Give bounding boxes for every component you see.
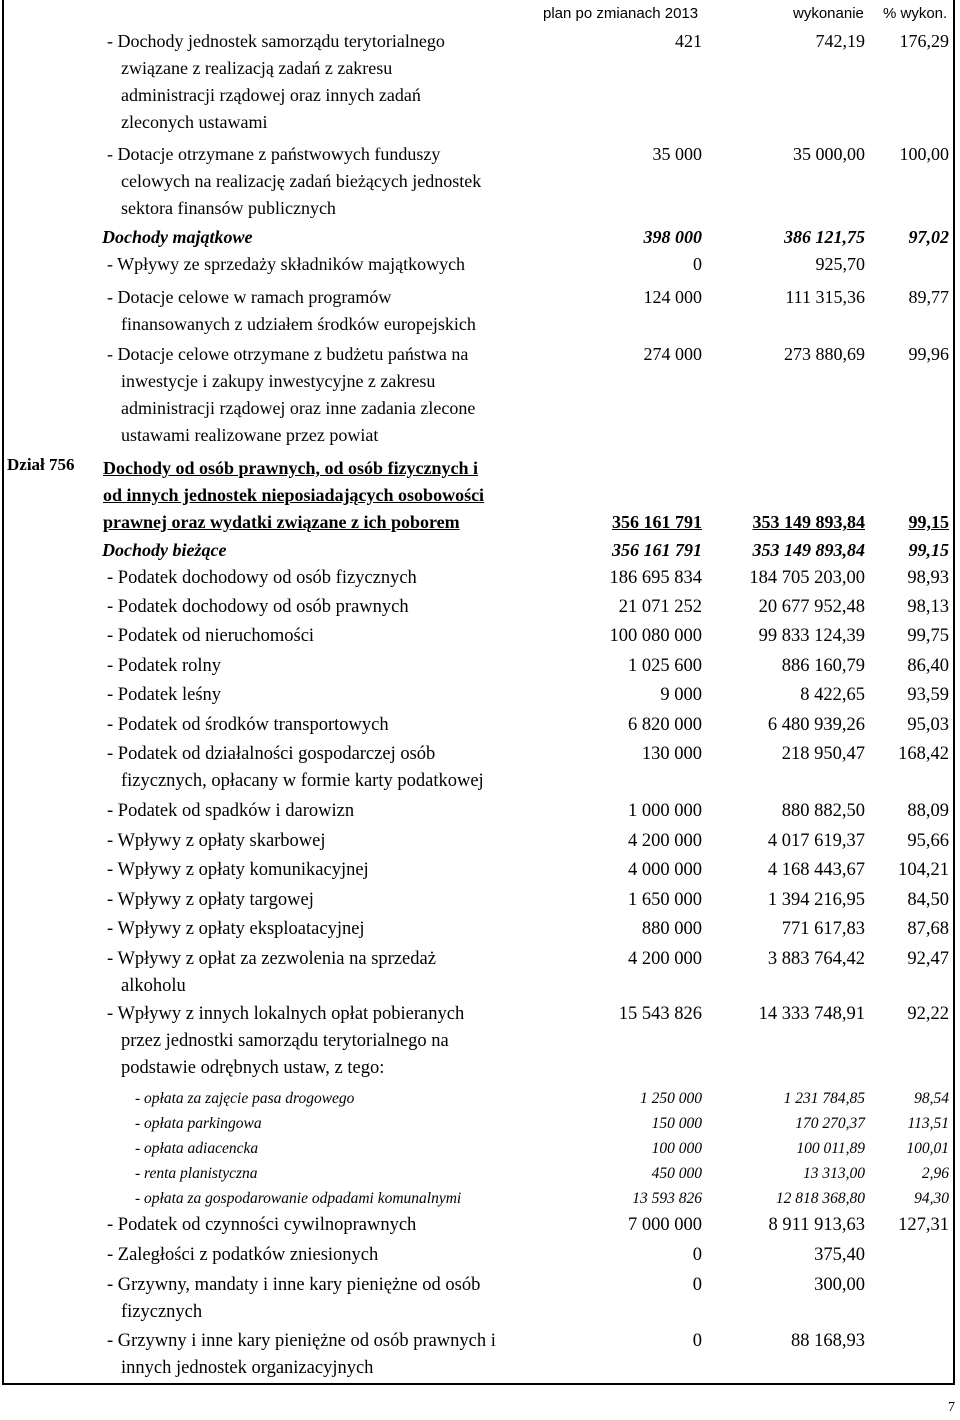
row-label-line: podstawie odrębnych ustaw, z tego: xyxy=(121,1058,385,1078)
plan-value: 0 xyxy=(692,1331,702,1351)
execution-value: 13 313,00 xyxy=(803,1165,865,1182)
execution-value: 273 880,69 xyxy=(784,344,865,364)
row-label xyxy=(107,1272,480,1326)
execution-value: 771 617,83 xyxy=(781,919,865,939)
row-label-line: administracji rządowej oraz inne zadania zlecone xyxy=(121,398,476,418)
row-label xyxy=(107,946,436,1000)
row-label-line: - Dotacje celowe w ramach programów xyxy=(107,287,392,307)
percent-value: 84,50 xyxy=(907,890,949,910)
plan-value: 1 650 000 xyxy=(628,890,702,910)
percent-value: 100,01 xyxy=(906,1140,949,1157)
execution-value: 375,40 xyxy=(814,1245,865,1265)
execution-value: 100 011,89 xyxy=(796,1140,865,1157)
percent-value: 168,42 xyxy=(898,744,949,764)
row-label-line: inwestycje i zakupy inwestycyjne z zakresu xyxy=(121,371,436,391)
row-label xyxy=(107,1212,416,1239)
percent-value: 86,40 xyxy=(907,656,949,676)
column-header-plan: plan po zmianach 2013 xyxy=(543,5,699,22)
row-label xyxy=(135,1086,354,1111)
percent-value: 99,75 xyxy=(907,626,949,646)
execution-value: 353 149 893,84 xyxy=(752,540,865,560)
row-label xyxy=(107,1001,464,1082)
plan-value: 130 000 xyxy=(641,744,702,764)
execution-value: 4 017 619,37 xyxy=(767,831,865,851)
row-label xyxy=(107,857,369,884)
row-label-line: - Dochody jednostek samorządu terytorialnego xyxy=(107,31,445,51)
plan-value: 15 543 826 xyxy=(618,1004,702,1024)
execution-value: 353 149 893,84 xyxy=(752,512,865,532)
row-label xyxy=(107,887,314,914)
percent-value: 95,66 xyxy=(907,831,949,851)
execution-value: 3 883 764,42 xyxy=(767,949,865,969)
plan-value: 35 000 xyxy=(652,144,702,164)
plan-value: 100 080 000 xyxy=(609,626,702,646)
percent-value: 98,93 xyxy=(907,568,949,588)
row-label-line: - Podatek leśny xyxy=(107,685,222,705)
percent-value: 93,59 xyxy=(907,685,949,705)
row-label-line: - Grzywny i inne kary pieniężne od osób prawnych i xyxy=(107,1331,496,1351)
row-label-line: - Podatek rolny xyxy=(107,656,222,676)
percent-value: 100,00 xyxy=(899,144,949,164)
row-label-line: fizycznych, opłacany w formie karty podatkowej xyxy=(121,771,484,791)
row-label-line: - opłata za zajęcie pasa drogowego xyxy=(135,1090,355,1107)
plan-value: 1 025 600 xyxy=(628,656,702,676)
row-label-line: - Wpływy z opłaty eksploatacyjnej xyxy=(107,919,365,939)
row-label-line: - Wpływy z opłaty targowej xyxy=(107,890,314,910)
plan-value: 450 000 xyxy=(651,1165,702,1182)
execution-value: 8 911 913,63 xyxy=(768,1215,865,1235)
percent-value: 99,15 xyxy=(908,512,949,532)
row-label-line: zleconych ustawami xyxy=(121,112,268,132)
row-label xyxy=(107,1328,496,1382)
row-label xyxy=(102,224,253,251)
row-label-line: - Dotacje celowe otrzymane z budżetu państwa na xyxy=(107,344,469,364)
row-label xyxy=(135,1186,461,1211)
plan-value: 880 000 xyxy=(641,919,702,939)
percent-value: 127,31 xyxy=(898,1215,949,1235)
row-label-line: - opłata adiacencka xyxy=(135,1140,259,1157)
percent-value: 89,77 xyxy=(908,287,949,307)
plan-value: 0 xyxy=(692,1275,702,1295)
plan-value: 6 820 000 xyxy=(628,715,702,735)
percent-value: 94,30 xyxy=(914,1190,949,1207)
row-label-line: - Wpływy z opłaty skarbowej xyxy=(107,831,326,851)
row-label-line: Dochody majątkowe xyxy=(102,227,253,247)
percent-value: 92,22 xyxy=(907,1004,949,1024)
row-label-line: Dochody bieżące xyxy=(102,540,227,560)
execution-value: 4 168 443,67 xyxy=(767,860,865,880)
execution-value: 12 818 368,80 xyxy=(775,1190,865,1207)
plan-value: 186 695 834 xyxy=(609,568,702,588)
execution-value: 386 121,75 xyxy=(784,227,865,247)
plan-value: 356 161 791 xyxy=(612,512,702,532)
row-label xyxy=(107,251,465,278)
execution-value: 14 333 748,91 xyxy=(758,1004,865,1024)
plan-value: 356 161 791 xyxy=(612,540,702,560)
execution-value: 88 168,93 xyxy=(791,1331,865,1351)
row-label-line: celowych na realizację zadań bieżących jednostek xyxy=(121,171,482,191)
row-label-line: związane z realizacją zadań z zakresu xyxy=(121,58,393,78)
row-label-line: - Wpływy z opłaty komunikacyjnej xyxy=(107,860,369,880)
row-label xyxy=(135,1161,258,1186)
plan-value: 100 000 xyxy=(651,1140,702,1157)
row-label-line: - Podatek od czynności cywilnoprawnych xyxy=(107,1215,417,1235)
plan-value: 4 200 000 xyxy=(628,949,702,969)
plan-value: 21 071 252 xyxy=(618,597,702,617)
plan-value: 9 000 xyxy=(660,685,702,705)
row-label xyxy=(107,141,481,222)
percent-value: 97,02 xyxy=(908,227,949,247)
column-header-execution: wykonanie xyxy=(793,5,864,22)
execution-value: 8 422,65 xyxy=(800,685,865,705)
row-label-line: sektora finansów publicznych xyxy=(121,198,336,218)
row-label-line: przez jednostki samorządu terytorialnego na xyxy=(121,1031,449,1051)
row-label xyxy=(107,1242,378,1269)
percent-value: 113,51 xyxy=(907,1115,949,1132)
row-label-line: administracji rządowej oraz innych zadań xyxy=(121,85,421,105)
row-label-line: - opłata za gospodarowanie odpadami komunalnymi xyxy=(135,1190,462,1207)
percent-value: 98,54 xyxy=(914,1090,949,1107)
row-label xyxy=(107,798,354,825)
row-label-line: - Wpływy z innych lokalnych opłat pobieranych xyxy=(107,1004,465,1024)
row-label-line: - Wpływy z opłat za zezwolenia na sprzedaż xyxy=(107,949,436,969)
execution-value: 170 270,37 xyxy=(795,1115,865,1132)
plan-value: 4 000 000 xyxy=(628,860,702,880)
row-label-line: - Podatek od działalności gospodarczej osób xyxy=(107,744,436,764)
row-label-line: - Podatek od spadków i darowizn xyxy=(107,801,355,821)
row-label-line: - opłata parkingowa xyxy=(135,1115,262,1132)
execution-value: 184 705 203,00 xyxy=(749,568,865,588)
plan-value: 124 000 xyxy=(643,287,702,307)
execution-value: 6 480 939,26 xyxy=(767,715,865,735)
plan-value: 398 000 xyxy=(643,227,702,247)
percent-value: 99,15 xyxy=(908,540,949,560)
row-label xyxy=(107,623,314,650)
row-label-line: od innych jednostek nieposiadających osobowości xyxy=(103,485,485,505)
plan-value: 7 000 000 xyxy=(628,1215,702,1235)
row-label-line: - Podatek od nieruchomości xyxy=(107,626,315,646)
row-label xyxy=(103,455,484,536)
plan-value: 421 xyxy=(675,31,702,51)
row-label-line: - Podatek dochodowy od osób fizycznych xyxy=(107,568,417,588)
row-label-line: - Zaległości z podatków zniesionych xyxy=(107,1245,379,1265)
row-label xyxy=(107,682,221,709)
section-label: Dział 756 xyxy=(7,455,75,474)
row-label-line: finansowanych z udziałem środków europejskich xyxy=(121,314,476,334)
row-label-line: prawnej oraz wydatki związane z ich poborem xyxy=(103,512,460,532)
percent-value: 104,21 xyxy=(898,860,949,880)
row-label xyxy=(135,1136,258,1161)
execution-value: 886 160,79 xyxy=(781,656,865,676)
percent-value: 92,47 xyxy=(907,949,949,969)
execution-value: 99 833 124,39 xyxy=(758,626,865,646)
page-number: 7 xyxy=(948,1400,955,1415)
row-label-line: alkoholu xyxy=(121,976,186,996)
row-label xyxy=(107,653,221,680)
plan-value: 150 000 xyxy=(651,1115,702,1132)
percent-value: 87,68 xyxy=(907,919,949,939)
row-label-line: - Grzywny, mandaty i inne kary pieniężne od osób xyxy=(107,1275,481,1295)
plan-value: 0 xyxy=(692,1245,702,1265)
execution-value: 1 394 216,95 xyxy=(767,890,865,910)
percent-value: 2,96 xyxy=(921,1165,949,1182)
row-label xyxy=(107,712,389,739)
row-label xyxy=(107,741,484,795)
row-label-line: - renta planistyczna xyxy=(135,1165,258,1182)
plan-value: 1 000 000 xyxy=(628,801,702,821)
plan-value: 13 593 826 xyxy=(632,1190,702,1207)
row-label xyxy=(107,565,417,592)
plan-value: 274 000 xyxy=(643,344,702,364)
plan-value: 0 xyxy=(693,254,702,274)
execution-value: 218 950,47 xyxy=(781,744,865,764)
plan-value: 4 200 000 xyxy=(628,831,702,851)
row-label xyxy=(107,28,445,136)
row-label xyxy=(107,341,475,449)
percent-value: 176,29 xyxy=(899,31,949,51)
row-label-line: fizycznych xyxy=(121,1302,203,1322)
row-label xyxy=(107,284,476,338)
row-label xyxy=(102,537,226,564)
percent-value: 88,09 xyxy=(907,801,949,821)
execution-value: 925,70 xyxy=(815,254,865,274)
execution-value: 742,19 xyxy=(815,31,865,51)
execution-value: 880 882,50 xyxy=(781,801,865,821)
execution-value: 1 231 784,85 xyxy=(783,1090,865,1107)
row-label-line: ustawami realizowane przez powiat xyxy=(121,425,379,445)
plan-value: 1 250 000 xyxy=(640,1090,702,1107)
percent-value: 99,96 xyxy=(908,344,949,364)
row-label-line: - Wpływy ze sprzedaży składników majątkowych xyxy=(107,254,466,274)
row-label-line: innych jednostek organizacyjnych xyxy=(121,1358,374,1378)
row-label xyxy=(135,1111,262,1136)
row-label xyxy=(107,594,409,621)
execution-value: 111 315,36 xyxy=(785,287,865,307)
row-label-line: Dochody od osób prawnych, od osób fizycznych i xyxy=(103,458,479,478)
execution-value: 20 677 952,48 xyxy=(758,597,865,617)
row-label-line: - Podatek dochodowy od osób prawnych xyxy=(107,597,409,617)
execution-value: 300,00 xyxy=(814,1275,865,1295)
percent-value: 98,13 xyxy=(907,597,949,617)
row-label xyxy=(107,916,365,943)
percent-value: 95,03 xyxy=(907,715,949,735)
execution-value: 35 000,00 xyxy=(793,144,865,164)
row-label-line: - Dotacje otrzymane z państwowych funduszy xyxy=(107,144,441,164)
column-header-percent: % wykon. xyxy=(883,5,948,22)
row-label xyxy=(107,828,326,855)
row-label-line: - Podatek od środków transportowych xyxy=(107,715,389,735)
